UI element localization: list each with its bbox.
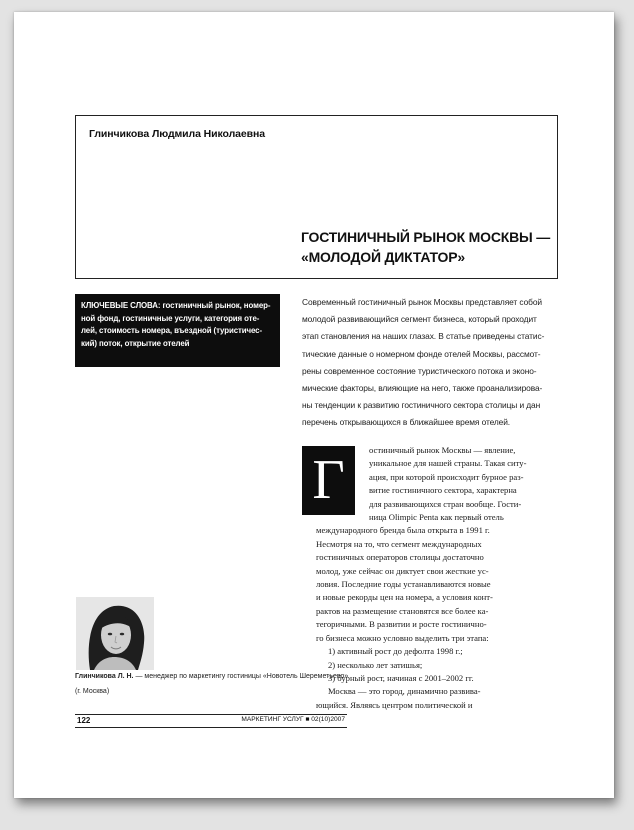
body-line: 1) активный рост до дефолта 1998 г.; [328,646,463,657]
body-line: Несмотря на то, что сегмент международных [316,538,482,549]
article-title [301,227,551,267]
body-line: международного бренда была открыта в 1991 г. [316,525,490,536]
journal-page [14,12,614,798]
body-line: ловия. Последние годы устанавливаются новые [316,579,491,590]
body-line: ация, при которой происходит бурное раз- [369,471,524,482]
abstract-line: мические факторы, влияющие на него, также проанализирова- [302,383,543,394]
body-line: го бизнеса можно условно выделить три этапа: [316,632,489,643]
abstract-line: ны тенденции к развитию гостиничного сектора столицы и дан [302,400,541,411]
article-header-box [75,115,558,279]
keywords-box [75,294,280,367]
body-line: ница Olimpic Penta как первый отель [369,512,504,523]
author-caption [75,670,349,699]
title-line: ГОСТИНИЧНЫЙ РЫНОК МОСКВЫ — [301,229,550,245]
title-line: «МОЛОДОЙ ДИКТАТОР» [301,249,465,265]
body-line: тегоричными. В развитии и росте гостинично- [316,619,487,630]
body-line: для развивающихся стран вообще. Гости- [369,498,522,509]
body-line: гостиничных операторов столицы достаточно [316,552,484,563]
author-name: Глинчикова Людмила Николаевна [89,128,265,140]
drop-cap: Г [302,446,355,515]
page-number: 122 [77,716,91,725]
author-photo [76,597,154,670]
body-line: ющийся. Являясь центром политической и [316,699,473,710]
magazine-issue: МАРКЕТИНГ УСЛУГ ■ 02(10)2007 [241,716,345,723]
keywords-line: КЛЮЧЕВЫЕ СЛОВА: гостиничный рынок, номер- [81,301,271,310]
author-caption-line [75,670,349,685]
body-line: и новые рекорды цен на номера, а условия конт- [316,592,493,603]
abstract-line: молодой развивающийся сегмент бизнеса, который проходит [302,314,537,325]
abstract-line: тические данные о номерном фонде отелей Москвы, рассмот- [302,348,541,359]
author-caption-role: — менеджер по маркетингу гостиницы «Новотель Шереметьево» [133,673,349,680]
abstract-line: перечень открывающихся в ближайшее время отелей. [302,417,511,428]
keywords-line: лей, стоимость номера, въездной (туристичес- [81,326,262,336]
body-line: 2) несколько лет затишья; [328,659,423,670]
page-footer [75,714,347,728]
body-line: витие гостиничного сектора, характерна [369,485,517,496]
author-portrait-image [76,597,154,670]
abstract-line: Современный гостиничный рынок Москвы представляет собой [302,297,542,307]
body-line: Москва — это город, динамично развива- [328,686,481,697]
body-line: остиничный рынок Москвы — явление, [369,445,516,455]
abstract-line: этап становления на наших глазах. В статье приведены статис- [302,331,545,342]
keywords-line: ной фонд, гостиничные услуги, категория оте- [81,313,260,323]
body-line: молод, уже сейчас он диктует свои жесткие ус- [316,565,489,576]
body-line: рактов на размещение становятся все более ка- [316,605,489,616]
body-line: 3) бурный рост, начиная с 2001–2002 гг. [328,672,474,683]
keywords-line: кий) поток, открытие отелей [81,338,190,348]
body-line: уникальное для нашей страны. Такая ситу- [369,458,527,469]
abstract-line: рены современное состояние туристического потока и эконо- [302,365,537,376]
author-caption-name: Глинчикова Л. Н. [75,673,134,680]
author-caption-city: (г. Москва) [75,687,110,695]
abstract [302,294,560,432]
